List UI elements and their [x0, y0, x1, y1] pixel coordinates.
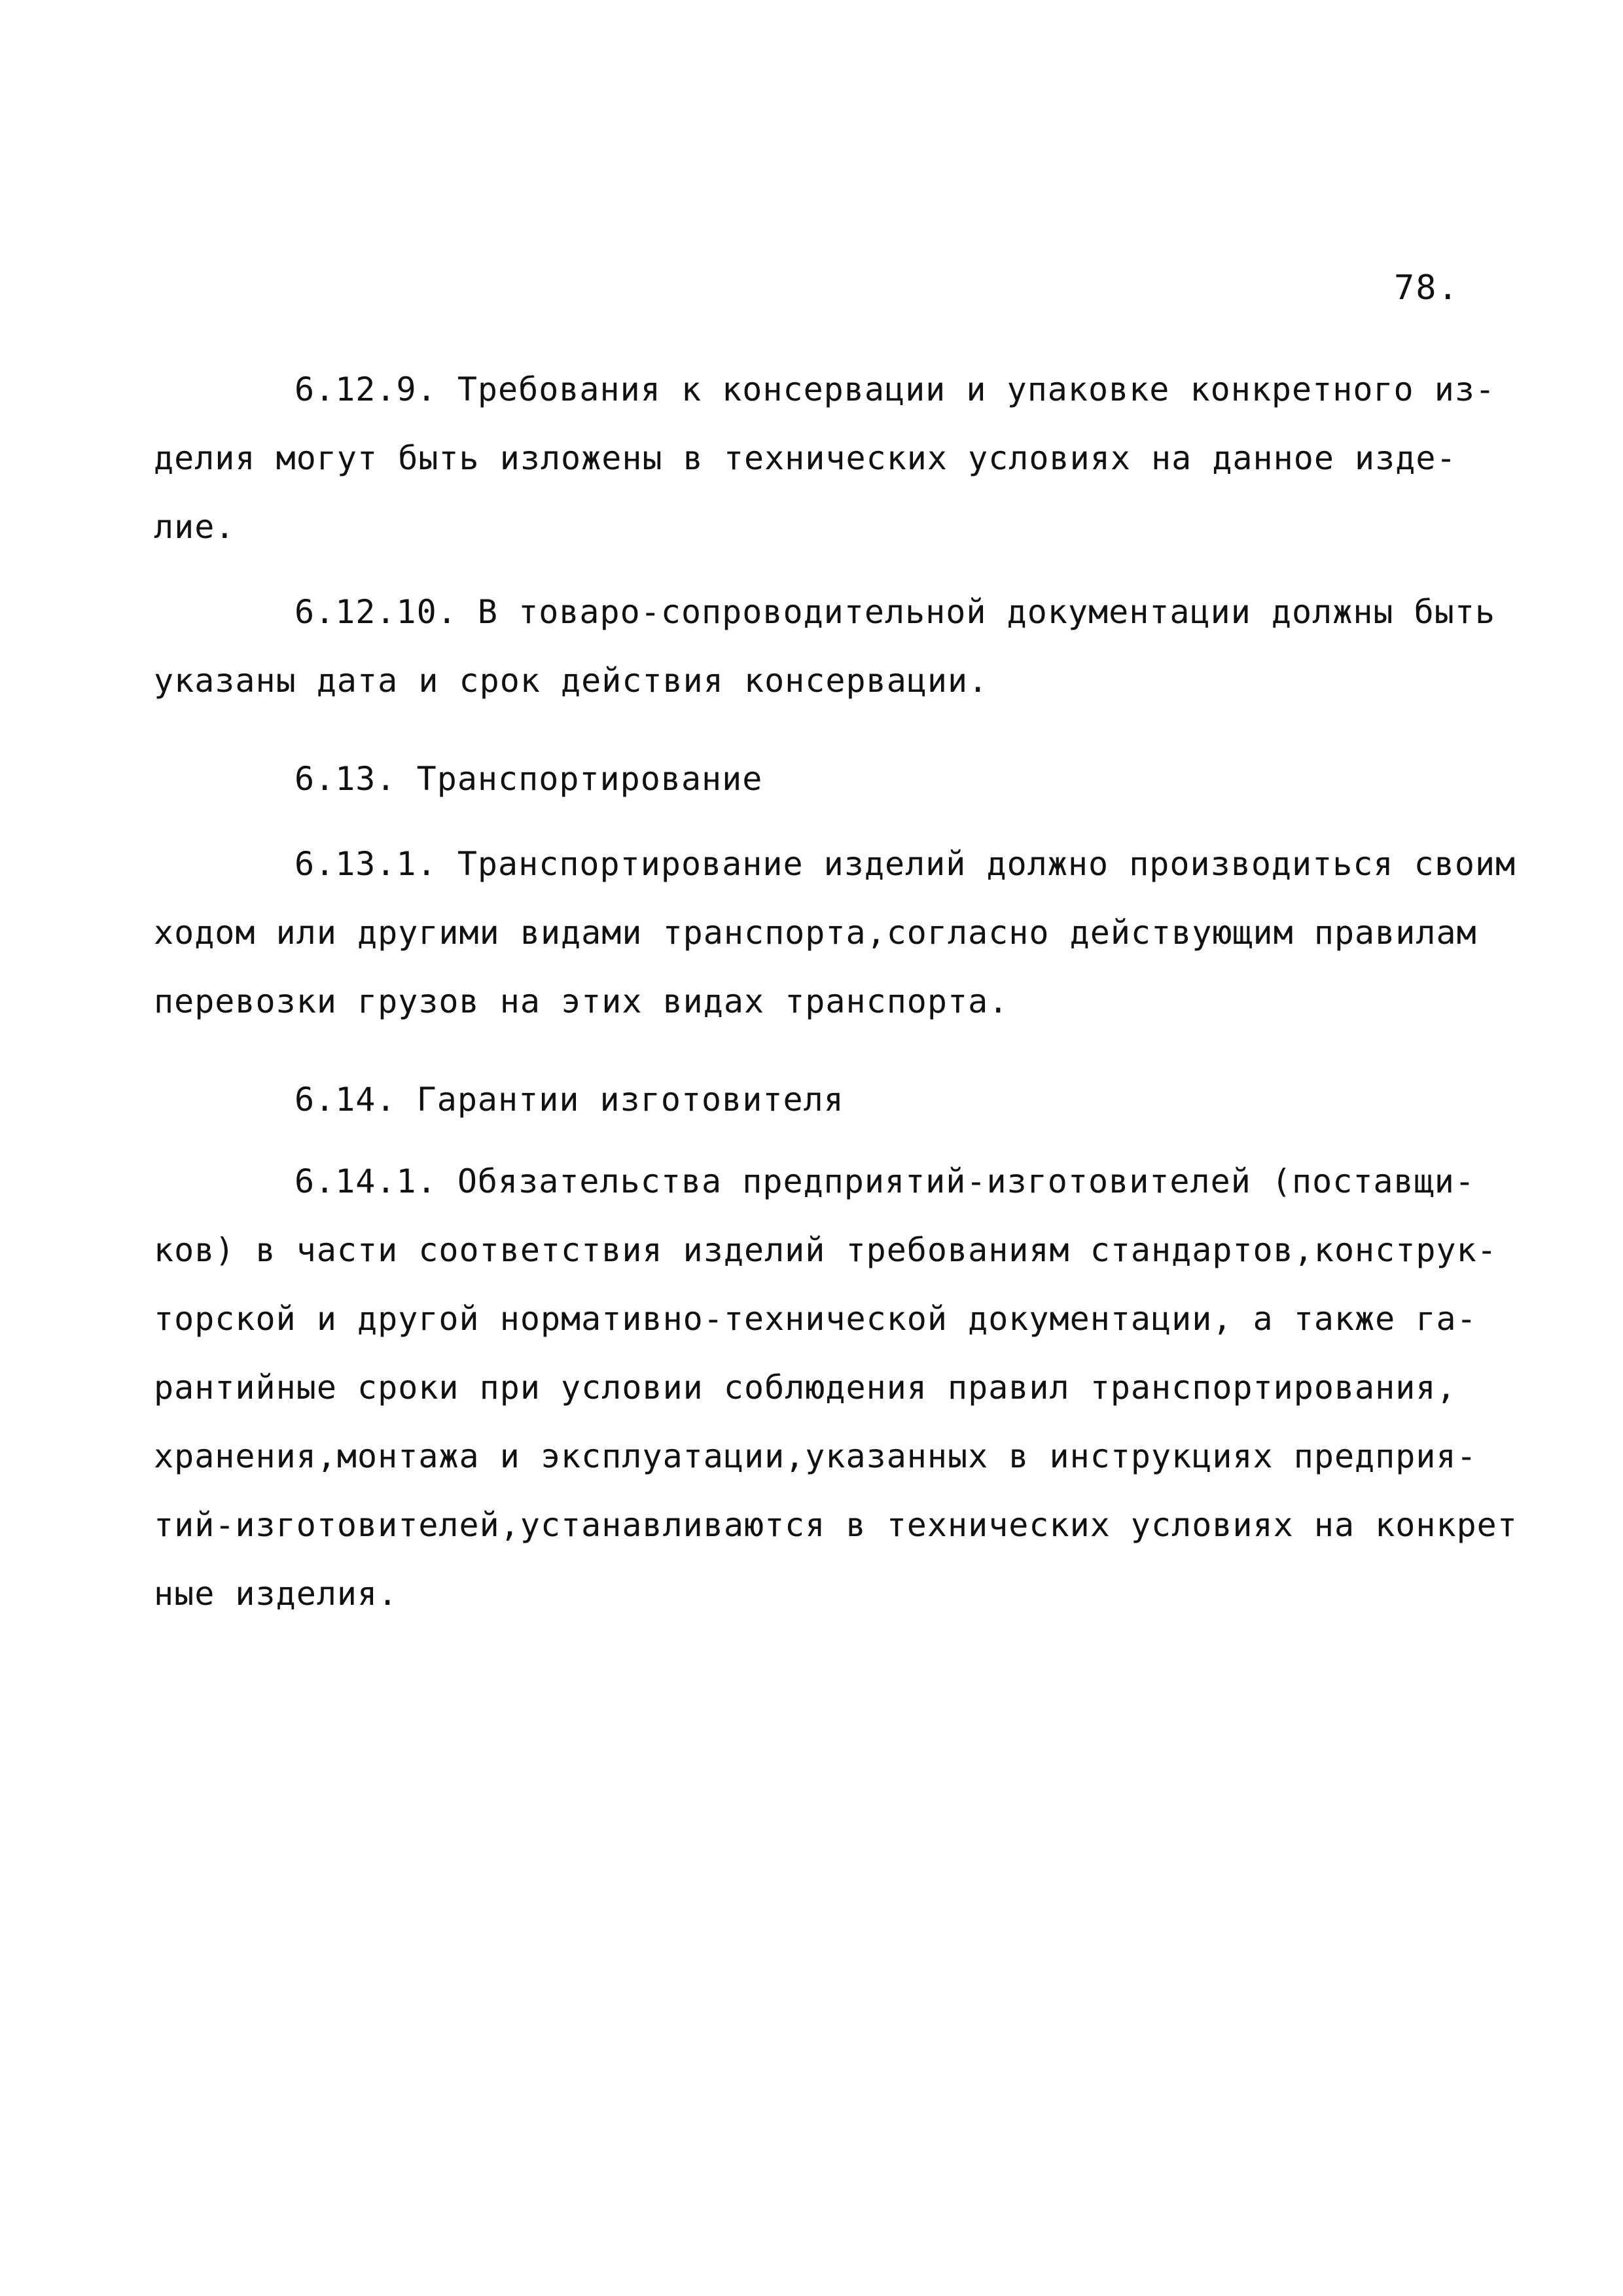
- paragraph-6-12-10-line-2: указаны дата и срок действия консервации.: [154, 662, 989, 700]
- paragraph-6-14-1-line-3: торской и другой нормативно-технической документации, а также га-: [154, 1300, 1477, 1338]
- paragraph-6-12-9-line-2: делия могут быть изложены в технических условиях на данное изде-: [154, 439, 1457, 477]
- paragraph-6-14-1-line-7: ные изделия.: [154, 1575, 399, 1613]
- paragraph-6-14-1-line-4: рантийные сроки при условии соблюдения правил транспортирования,: [154, 1369, 1457, 1407]
- paragraph-6-14-1-line-5: хранения,монтажа и эксплуатации,указанных в инструкциях предприя-: [154, 1437, 1477, 1475]
- paragraph-6-13-1-line-2: ходом или другими видами транспорта,согласно действующим правилам: [154, 914, 1477, 952]
- paragraph-6-12-9-line-3: лие.: [154, 508, 236, 546]
- section-heading-6-13: 6.13. Транспортирование: [294, 760, 763, 798]
- paragraph-6-12-9-line-1: 6.12.9. Требования к консервации и упаковке конкретного из-: [294, 370, 1496, 408]
- paragraph-6-13-1-line-3: перевозки грузов на этих видах транспорта.: [154, 982, 1009, 1020]
- paragraph-6-14-1-line-6: тий-изготовителей,устанавливаются в технических условиях на конкрет: [154, 1506, 1518, 1544]
- paragraph-6-14-1-line-2: ков) в части соответствия изделий требованиям стандартов,конструк-: [154, 1231, 1497, 1269]
- paragraph-6-12-10-line-1: 6.12.10. В товаро-сопроводительной документации должны быть: [294, 593, 1496, 631]
- section-heading-6-14: 6.14. Гарантии изготовителя: [294, 1081, 844, 1119]
- paragraph-6-14-1-line-1: 6.14.1. Обязательства предприятий-изготовителей (поставщи-: [294, 1162, 1475, 1200]
- paragraph-6-13-1-line-1: 6.13.1. Транспортирование изделий должно производиться своим: [294, 845, 1516, 883]
- page-number: 78.: [1394, 268, 1459, 308]
